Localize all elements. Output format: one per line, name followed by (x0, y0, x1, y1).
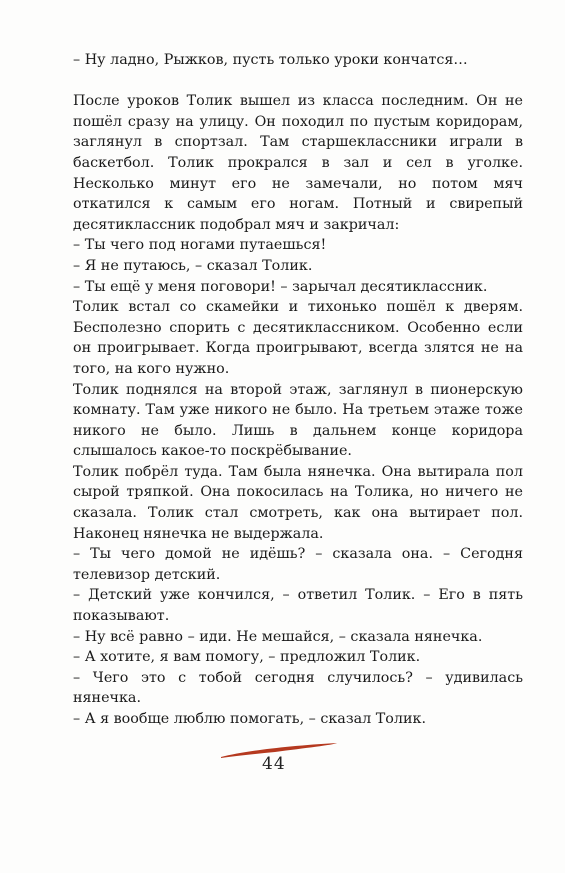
body-text (73, 50, 523, 730)
paragraph: – Чего это с тобой сегодня случилось? – удивилась нянечка. (73, 669, 523, 707)
paragraph: Толик встал со скамейки и тихонько пошёл к дверям. Бесполезно спорить с десятиклассником. Особенно если он проигрывает. Когда проигрывают, всегда злятся не на того, на кого нужно. (73, 299, 523, 377)
paragraph: – Ты чего домой не идёшь? – сказала она. – Сегодня телевизор детский. (73, 546, 523, 583)
paragraph: – Детский уже кончился, – ответил Толик. – Его в пять показывают. (73, 587, 523, 625)
paragraph: – А хотите, я вам помогу, – предложил Толик. (73, 649, 421, 666)
paragraph: – Ну всё равно – иди. Не мешайся, – сказала нянечка. (73, 628, 483, 645)
paragraph: – Ты ещё у меня поговори! – зарычал десятиклассник. (73, 278, 488, 295)
paragraph: – Я не путаюсь, – сказал Толик. (73, 257, 313, 274)
paragraph: Толик поднялся на второй этаж, заглянул в пионерскую комнату. Там уже никого не было. На третьем этаже тоже никого не было. Лишь в дальнем конце коридора слышалось какое-то поскрёбывание. (73, 381, 523, 460)
paragraph: Толик побрёл туда. Там была нянечка. Она вытирала пол сырой тряпкой. Она покосилась на Толика, но ничего не сказала. Толик стал смотреть, как она вытирает пол. Наконец нянечка не выдержала. (73, 463, 523, 542)
paragraph: – Ты чего под ногами путаешься! (73, 237, 327, 254)
page-number: 44 (262, 754, 286, 774)
paragraph: – А я вообще люблю помогать, – сказал Толик. (73, 711, 427, 727)
paragraph: После уроков Толик вышел из класса последним. Он не пошёл сразу на улицу. Он походил по пустым коридорам, заглянул в спортзал. Там старшеклассники играли в баскетбол. Толик прокрался в зал и сел в уголке. Несколько минут его не замечали, но потом мяч откатился к самым его ногам. Потный и свирепый десятиклассник подобрал мяч и закричал: (73, 93, 523, 233)
paragraph-gap (73, 71, 523, 92)
page-footer (215, 740, 345, 780)
paragraph: – Ну ладно, Рыжков, пусть только уроки кончатся… (73, 52, 468, 68)
